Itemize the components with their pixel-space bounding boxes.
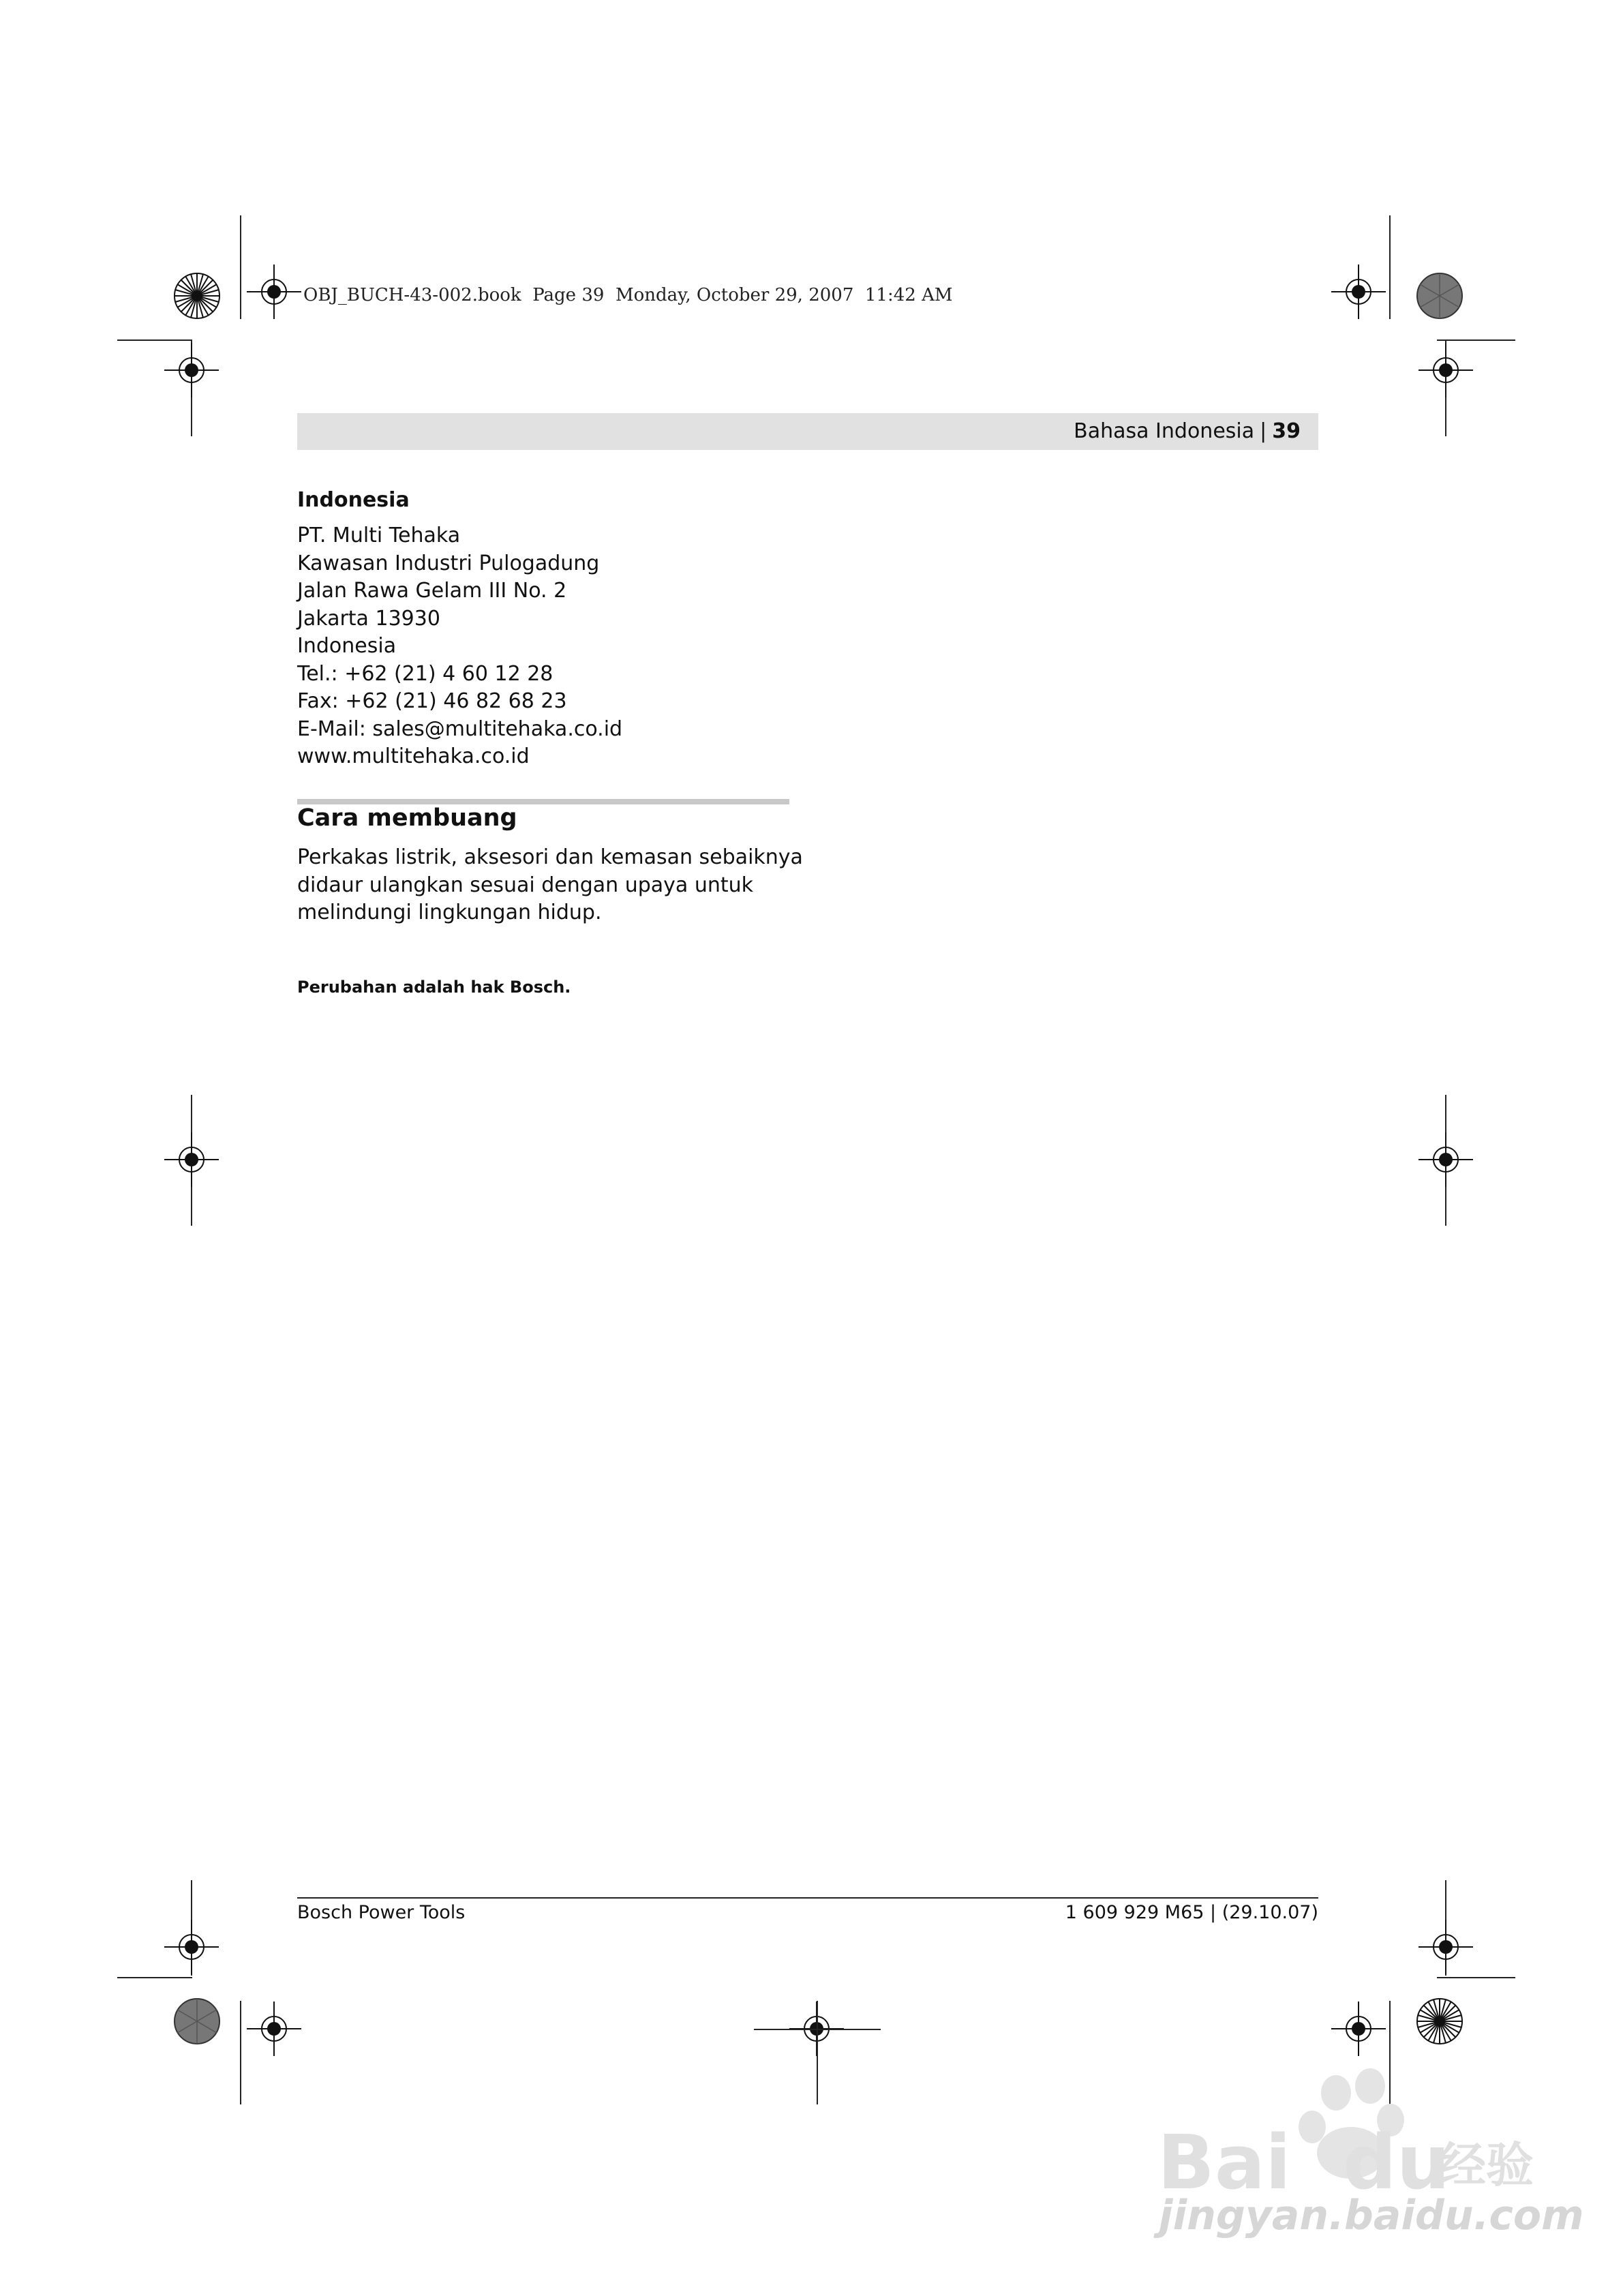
header-separator: |	[1260, 419, 1267, 443]
starburst-target-icon	[1416, 272, 1463, 320]
address-line: PT. Multi Tehaka	[297, 524, 461, 547]
country-heading: Indonesia	[297, 488, 410, 512]
footer-doc-number: 1 609 929 M65 | (29.10.07)	[1065, 1902, 1318, 1923]
registration-mark-icon	[1331, 2002, 1386, 2056]
crop-line	[240, 215, 241, 319]
address-line: Kawasan Industri Pulogadung	[297, 551, 600, 575]
registration-mark-icon	[164, 1920, 219, 1974]
print-slug: OBJ_BUCH-43-002.book Page 39 Monday, October 29, 2007 11:42 AM	[303, 285, 953, 305]
crop-line	[240, 2001, 241, 2104]
running-header-text	[1074, 413, 1301, 450]
fax-line: Fax: +62 (21) 46 82 68 23	[297, 689, 567, 713]
address-line: Indonesia	[297, 634, 397, 658]
registration-mark-icon	[164, 343, 219, 397]
crop-line	[817, 2001, 818, 2104]
watermark-url: jingyan.baidu.com	[1159, 2192, 1584, 2239]
registration-mark-icon	[1419, 1132, 1473, 1187]
registration-mark-icon	[247, 265, 301, 319]
footer-rule	[297, 1897, 1318, 1899]
footer-brand: Bosch Power Tools	[297, 1902, 466, 1923]
address-line: Jakarta 13930	[297, 606, 440, 631]
website-line: www.multitehaka.co.id	[297, 744, 530, 768]
paragraph-line: didaur ulangkan sesuai dengan upaya untuk	[297, 873, 754, 897]
crop-line	[1389, 215, 1391, 319]
section-rule	[297, 799, 789, 804]
running-header	[297, 413, 1318, 450]
crop-line	[117, 1977, 192, 1978]
paragraph-line: Perkakas listrik, aksesori dan kemasan sebaiknya	[297, 845, 803, 869]
crop-line	[1437, 1977, 1515, 1978]
starburst-target-icon	[1416, 1997, 1463, 2045]
registration-mark-icon	[1419, 1920, 1473, 1974]
disposal-paragraph	[297, 844, 802, 927]
registration-mark-icon	[164, 1132, 219, 1187]
page-number: 39	[1272, 419, 1301, 443]
registration-mark-icon	[1331, 265, 1386, 319]
rights-note: Perubahan adalah hak Bosch.	[297, 978, 571, 997]
starburst-target-icon	[173, 272, 221, 320]
section-heading: Cara membuang	[297, 804, 517, 832]
svg-text:du: du	[1343, 2119, 1451, 2206]
paragraph-line: melindungi lingkungan hidup.	[297, 901, 602, 924]
registration-mark-icon	[247, 2002, 301, 2056]
svg-text:Bai: Bai	[1157, 2119, 1291, 2206]
contact-address	[297, 522, 788, 771]
registration-mark-icon	[1419, 343, 1473, 397]
svg-text:经验: 经验	[1438, 2137, 1534, 2193]
starburst-target-icon	[173, 1997, 221, 2045]
email-line: E-Mail: sales@multitehaka.co.id	[297, 716, 623, 741]
crop-line	[117, 339, 192, 341]
address-line: Jalan Rawa Gelam III No. 2	[297, 579, 567, 603]
header-language: Bahasa Indonesia	[1074, 419, 1255, 443]
phone-line: Tel.: +62 (21) 4 60 12 28	[297, 661, 553, 686]
crop-line	[1437, 339, 1515, 341]
